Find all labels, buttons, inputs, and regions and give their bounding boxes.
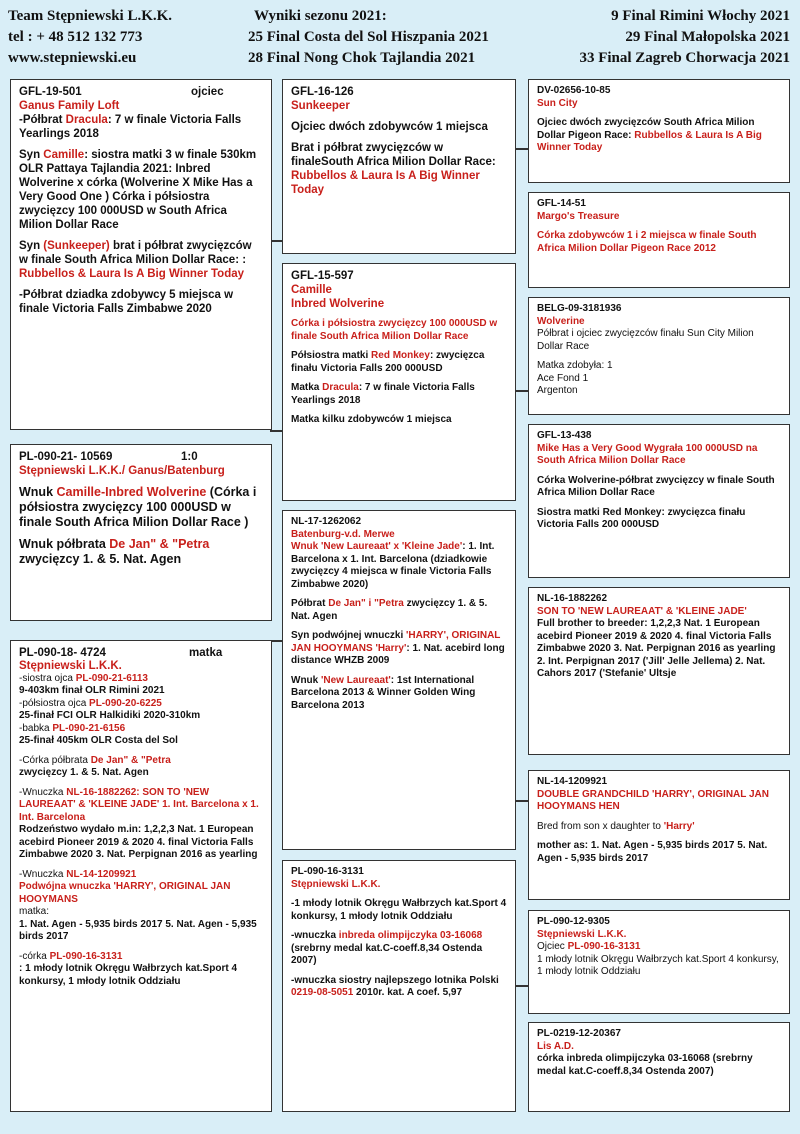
ring-number: NL-16-1882262 — [537, 593, 608, 604]
results-title: Wyniki sezonu 2021: — [254, 8, 387, 24]
ring-number: GFL-13-438 — [537, 430, 592, 441]
ring-number: PL-090-21- 10569 — [19, 451, 113, 463]
team-name: Team Stępniewski L.K.K. — [8, 8, 173, 24]
text: 2010r. kat. A coef. 5,97 — [353, 987, 463, 998]
ring-number: GFL-14-51 — [537, 198, 586, 209]
text: Ojciec dwóch zdobywców 1 miejsca — [291, 121, 488, 133]
pigeon-name: DOUBLE GRANDCHILD 'HARRY', ORIGINAL JAN HOOYMANS HEN — [537, 788, 769, 812]
highlight: inbreda olimpijczyka 03-16068 — [338, 930, 483, 941]
highlight: Podwójna wnuczka 'HARRY', ORIGINAL JAN HOOYMANS — [19, 881, 231, 905]
highlight: Red Monkey — [371, 350, 430, 361]
ring-number: GFL-16-126 — [291, 86, 354, 98]
team-website: www.stepniewski.eu — [8, 50, 137, 66]
sex-label: 1:0 — [181, 451, 198, 463]
margo-card — [528, 192, 790, 288]
highlight: Córka i półsiostra zwycięzcy 100 000USD w finale South Africa Milion Dollar Race — [291, 318, 498, 342]
highlight: NL-16-1882262: SON TO 'NEW LAUREAAT' & 'KLEINE JADE' 1. Int. Barcelona x 1. Int. Barcelona — [19, 786, 259, 823]
ring-number: NL-17-1262062 — [291, 516, 362, 527]
text: -Półbrat dziadka zdobywcy 5 miejsca w finale Victoria Falls Zimbabwe 2020 — [19, 289, 234, 315]
highlight: 'HARRY', ORIGINAL JAN HOOYMANS 'Harry' — [291, 630, 501, 654]
breeder-name: Stępniewski L.K.K. — [19, 660, 122, 672]
ring-number: PL-090-18- 4724 — [19, 647, 106, 659]
text: zwycięzcy 1. & 5. Nat. Agen — [19, 552, 182, 566]
highlight: 'New Laureaat' — [321, 674, 391, 686]
header-results-2 — [579, 6, 790, 69]
result-zagreb: 33 Final Zagreb Chorwacja 2021 — [579, 50, 790, 66]
highlight: Dracula — [65, 114, 108, 126]
text: (Córka i półsiostra zwycięzcy 100 000USD w finale South Africa Milion Dollar Race ) — [19, 485, 257, 529]
highlight: Camille-Inbred Wolverine — [56, 485, 207, 499]
highlight: PL-090-16-3131 — [567, 941, 641, 952]
text: Ojciec — [537, 941, 568, 952]
text: Półbrat i ojciec zwycięzców finału Sun City Milion Dollar Race — [537, 328, 754, 352]
text: Syn — [19, 240, 44, 252]
wolverine-card — [528, 297, 790, 415]
text: matka: — [19, 906, 50, 917]
highlight: De Jan" i "Petra — [328, 598, 404, 609]
connector-line — [514, 800, 528, 802]
ring-number: DV-02656-10-85 — [537, 85, 611, 96]
highlight: PL-090-21-6113 — [75, 672, 148, 684]
text: Ojciec dwóch zwycięzców South Africa Milion Dollar Pigeon Race: — [537, 117, 755, 141]
ring-number: GFL-19-501 — [19, 86, 82, 98]
text: Brat i półbrat zwycięzców w finaleSouth Africa Milion Dollar Race: — [291, 142, 496, 168]
text: Wnuk — [291, 674, 321, 686]
header-results — [248, 6, 489, 69]
text: -1 młody lotnik Okręgu Wałbrzych kat.Sport 4 konkursy, 1 młody lotnik Oddziału — [291, 898, 507, 922]
breeder-name: Stępniewski L.K.K. — [537, 928, 627, 940]
text: mother as: 1. Nat. Agen - 5,935 birds 2017 5. Nat. Agen - 5,935 birds 2017 — [537, 840, 768, 864]
result-nongchok: 28 Final Nong Chok Tajlandia 2021 — [248, 50, 476, 66]
double-grandchild-card — [528, 770, 790, 900]
text: : 1. Int. Barcelona x 1. Int. Barcelona (dziadkowie zwycięzcy 4 miejsca w finale Victoria Falls Zimbabwe 2020) — [291, 541, 495, 590]
suncity-card — [528, 79, 790, 183]
text: Wnuk półbrata — [19, 537, 110, 551]
highlight: (Sunkeeper) — [43, 240, 110, 252]
header-team — [8, 6, 172, 69]
father-card — [10, 79, 272, 430]
mike-card — [528, 424, 790, 578]
highlight: 'Harry' — [663, 820, 695, 832]
highlight: De Jan" & "Petra — [109, 537, 210, 551]
text: Bred from son x daughter to — [537, 820, 664, 832]
text: -Wnuczka — [19, 868, 67, 880]
mother-card — [10, 640, 272, 1112]
connector-line — [270, 430, 282, 432]
text: -Córka półbrata — [19, 754, 91, 766]
connector-line — [514, 985, 528, 987]
text: Siostra matki Red Monkey: zwycięzca finału Victoria Falls 200 000USD — [537, 506, 746, 530]
text: Matka zdobyła: 1 Ace Fond 1 Argenton — [537, 360, 613, 396]
text: -córka — [19, 950, 50, 962]
text: 1. Nat. Agen - 5,935 birds 2017 5. Nat. Agen - 5,935 birds 2017 — [19, 918, 257, 942]
text: Matka kilku zdobywców 1 miejsca — [291, 414, 452, 425]
text: : 1st International Barcelona 2013 & Winner Golden Wing Barcelona 2013 — [291, 674, 476, 711]
highlight: Córka zdobywców 1 i 2 miejsca w finale South Africa Milion Dollar Pigeon Race 2012 — [537, 230, 757, 254]
text: -siostra ojca — [19, 672, 76, 684]
text: -wnuczka siostry najlepszego lotnika Polski — [291, 974, 499, 986]
team-phone: tel : + 48 512 132 773 — [8, 29, 143, 45]
highlight: De Jan" & "Petra — [90, 754, 171, 766]
highlight: NL-14-1209921 — [66, 868, 137, 880]
text: 25-finał FCI OLR Halkidiki 2020-310km — [19, 710, 201, 721]
highlight: 0219-08-5051 — [291, 987, 354, 998]
lis-card — [528, 1022, 790, 1112]
text: Córka Wolverine-półbrat zwycięzcy w finale South Africa Milion Dollar Race — [537, 474, 775, 498]
text: -wnuczka — [291, 930, 339, 941]
highlight: Rubbellos & Laura Is A Big Winner Today — [291, 170, 480, 196]
text: Syn — [19, 149, 44, 161]
text: Syn podwójnej wnuczki — [291, 630, 407, 641]
header — [0, 0, 800, 72]
ring-number: BELG-09-3181936 — [537, 303, 622, 314]
result-malopolska: 29 Final Małopolska 2021 — [625, 29, 790, 45]
pigeon-name: Margo's Treasure — [537, 210, 620, 222]
text: Półsiostra matki — [291, 350, 372, 361]
text: 1 młody lotnik Okręgu Wałbrzych kat.Sport 4 konkursy, 1 młody lotnik Oddziału — [537, 953, 779, 977]
text: zwycięzcy 1. & 5. Nat. Agen — [19, 767, 149, 778]
ring-number: PL-0219-12-20367 — [537, 1028, 621, 1039]
text: -babka — [19, 722, 53, 734]
text: : 7 w finale Victoria Falls Yearlings 2018 — [291, 382, 475, 406]
pigeon-name: Mike Has a Very Good Wygrała 100 000USD na South Africa Milion Dollar Race — [537, 442, 758, 466]
text: 25-finał 405km OLR Costa del Sol — [19, 735, 178, 746]
pigeon-card — [10, 444, 272, 621]
stepniewski-3131-card — [282, 860, 516, 1112]
text: : siostra matki 3 w finale 530km OLR Pattaya Tajlandia 2021: Inbred Wolverine x córka (Wolverine X Mike Has a Very Good One ) Córka i półsiostra zwycięzcy 100 000USD w South Africa Milion Dollar Race — [19, 149, 257, 231]
highlight: PL-090-16-3131 — [49, 950, 123, 962]
ring-number: PL-090-16-3131 — [291, 866, 364, 877]
text: Wnuk — [19, 485, 57, 499]
highlight: Rubbellos & Laura Is A Big Winner Today — [537, 129, 762, 153]
text: zwycięzcy 1. & 5. Nat. Agen — [291, 598, 488, 622]
text: Półbrat — [291, 598, 329, 609]
text: brat i półbrat zwycięzców w finale South Africa Milion Dollar Race: : — [19, 240, 252, 266]
text: -Półbrat — [19, 114, 66, 126]
camille-card — [282, 263, 516, 501]
highlight: Rubbellos & Laura Is A Big Winner Today — [19, 268, 245, 280]
highlight: Camille — [43, 149, 85, 161]
pigeon-name: Wolverine — [537, 315, 585, 327]
highlight: PL-090-20-6225 — [89, 697, 162, 709]
text: -Wnuczka — [19, 786, 67, 798]
pigeon-name: Sun City — [537, 97, 578, 109]
stepniewski-9305-card — [528, 910, 790, 1014]
connector-line — [514, 148, 528, 150]
text: 9-403km finał OLR Rimini 2021 — [19, 685, 165, 696]
ring-number: PL-090-12-9305 — [537, 916, 610, 927]
pigeon-name: Camille — [291, 284, 332, 296]
text: : zwycięzca finału Victoria Falls 200 000USD — [291, 350, 485, 374]
breeder-name: Stępniewski L.K.K./ Ganus/Batenburg — [19, 465, 225, 477]
pigeon-name: SON TO 'NEW LAUREAAT' & 'KLEINE JADE' — [537, 605, 747, 617]
highlight: Dracula — [322, 382, 359, 393]
highlight: PL-090-21-6156 — [52, 722, 126, 734]
text: : 1 młody lotnik Okręgu Wałbrzych kat.Sport 4 konkursy, 1 młody lotnik Oddziału — [19, 963, 238, 987]
text: : 7 w finale Victoria Falls Yearlings 2018 — [19, 114, 242, 140]
son-to-card — [528, 587, 790, 755]
text: córka inbreda olimpijczyka 03-16068 (srebrny medal kat.C-coeff.8,34 Ostenda 2007) — [537, 1053, 753, 1077]
role-label: matka — [189, 647, 223, 659]
text: Full brother to breeder: 1,2,2,3 Nat. 1 European acebird Pioneer 2019 & 2020 4. final Victoria Falls Zimbabwe 2020 3. Nat. Perpignan 2016 as yearling 2. Int. Perpignan 2017 ('Jill' Jelle Jellema) 2. Nat. Cahors 2017 ('Stefanie' Ultsje — [537, 618, 776, 679]
ring-number: NL-14-1209921 — [537, 776, 608, 787]
breeder-name: Stępniewski L.K.K. — [291, 878, 381, 890]
highlight: Wnuk 'New Laureaat' x 'Kleine Jade' — [291, 541, 463, 552]
pigeon-name: Sunkeeper — [291, 100, 350, 112]
text: Rodzeństwo wydało m.in: 1,2,2,3 Nat. 1 European acebird Pioneer 2019 & 2020 4. final Victoria Falls Zimbabwe 2020 3. Nat. Perpignan 2016 as yearling — [19, 824, 258, 860]
batenburg-card — [282, 510, 516, 850]
text: -półsiostra ojca — [19, 697, 90, 709]
connector-line — [514, 390, 528, 392]
result-costa: 25 Final Costa del Sol Hiszpania 2021 — [248, 29, 489, 45]
pigeon-subtitle: Inbred Wolverine — [291, 298, 385, 310]
text: : 1. Nat. acebird long distance WHZB 2009 — [291, 642, 505, 666]
result-rimini: 9 Final Rimini Włochy 2021 — [611, 8, 790, 24]
ring-number: GFL-15-597 — [291, 270, 354, 282]
text: Matka — [291, 382, 323, 393]
role-label: ojciec — [191, 86, 224, 98]
bottom-strip — [0, 1112, 800, 1134]
text: (srebrny medal kat.C-coeff.8,34 Ostenda 2007) — [291, 942, 483, 966]
sunkeeper-card — [282, 79, 516, 254]
breeder-name: Lis A.D. — [537, 1040, 574, 1052]
loft-name: Ganus Family Loft — [19, 100, 120, 112]
pigeon-name: Batenburg-v.d. Merwe — [291, 528, 395, 540]
